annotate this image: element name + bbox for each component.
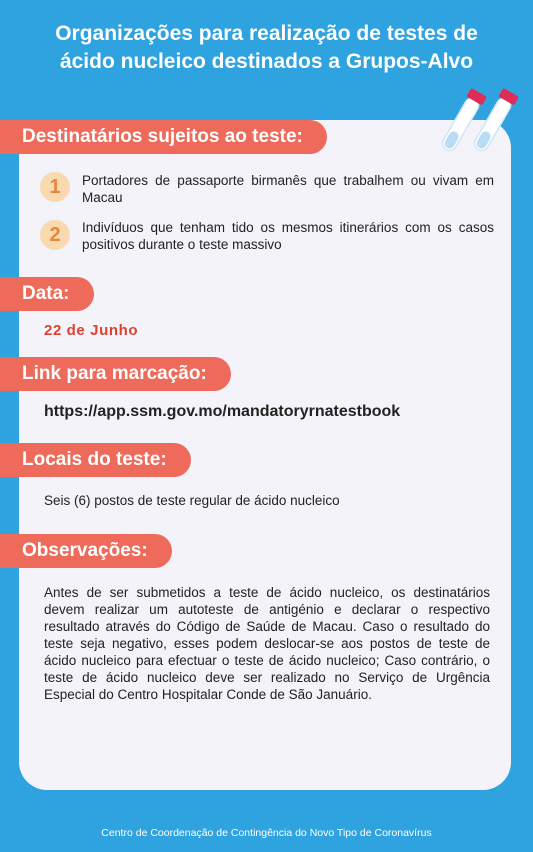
number-badge-1: 1 bbox=[40, 172, 70, 202]
recipient-item-2: Indivíduos que tenham tido os mesmos itinerários com os casos positivos durante o teste massivo bbox=[82, 220, 494, 252]
footer-text: Centro de Coordenação de Contingência do Novo Tipo de Coronavírus bbox=[101, 827, 432, 839]
section-heading-locais: Locais do teste: bbox=[0, 443, 191, 477]
section-heading-data: Data: bbox=[0, 277, 94, 311]
test-locations: Seis (6) postos de teste regular de ácido nucleico bbox=[44, 493, 340, 508]
title-line-1: Organizações para realização de testes de bbox=[55, 22, 478, 45]
page-title bbox=[0, 20, 533, 76]
section-heading-observacoes: Observações: bbox=[0, 534, 172, 568]
section-heading-destinatarios: Destinatários sujeitos ao teste: bbox=[0, 120, 327, 154]
title-line-2: ácido nucleico destinados a Grupos-Alvo bbox=[59, 50, 474, 73]
number-badge-2: 2 bbox=[40, 220, 70, 250]
booking-link[interactable]: https://app.ssm.gov.mo/mandatoryrnatestbook bbox=[44, 403, 401, 420]
recipient-item-1: Portadores de passaporte birmanês que trabalhem ou vivam em Macau bbox=[82, 173, 494, 205]
test-tubes-icon bbox=[432, 84, 522, 164]
section-heading-link: Link para marcação: bbox=[0, 357, 231, 391]
test-date: 22 de Junho bbox=[44, 322, 139, 339]
observations-text: Antes de ser submetidos a teste de ácido nucleico, os destinatários devem realizar um autoteste de antigénio e declarar o respectivo resultado através do Código de Saúde de Macau. Caso o resultado do teste seja negativo, esses podem deslocar-se aos postos de teste de ácido nucleico para efectuar o teste de ácido nucleico; Caso contrário, o teste de ácido nucleico deve ser realizado no Serviço de Urgência Especial do Centro Hospitalar Conde de São Januário. bbox=[44, 585, 490, 702]
